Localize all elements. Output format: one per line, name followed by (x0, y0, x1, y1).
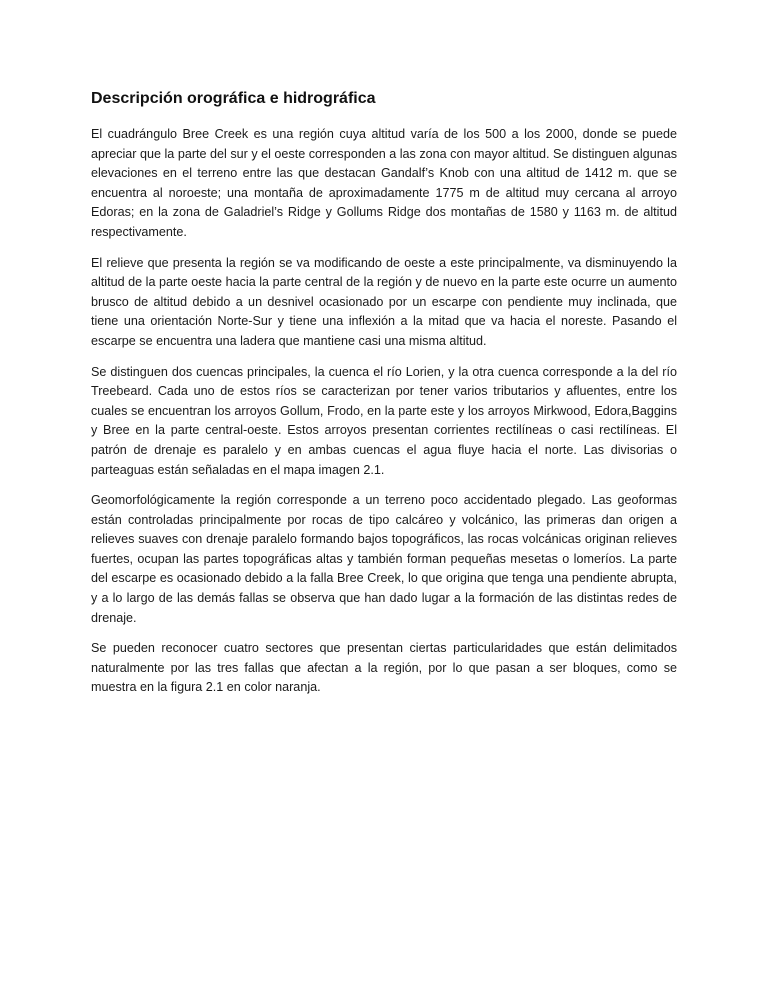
document-title: Descripción orográfica e hidrográfica (91, 90, 376, 107)
paragraph-sectors: Se pueden reconocer cuatro sectores que presentan ciertas particularidades que están delimitados naturalmente por las tres fallas que afectan a la región, por lo que pasan a ser bloques, como se muestra en la figura 2.1 en color naranja. (91, 641, 677, 695)
paragraph-altitude: El cuadrángulo Bree Creek es una región cuya altitud varía de los 500 a los 2000, donde se puede apreciar que la parte del sur y el oeste corresponden a las zona con mayor altitud. Se distinguen algunas elevaciones en el terreno entre las que destacan Gandalf’s Knob con una altitud de 1412 m. que se encuentra al noroeste; una montaña de aproximadamente 1775 m de altitud muy cercana al arroyo Edoras; en la zona de Galadriel’s Ridge y Gollums Ridge dos montañas de 1580 y 1163 m. de altitud respectivamente. (91, 127, 677, 239)
paragraph-basins: Se distinguen dos cuencas principales, la cuenca el río Lorien, y la otra cuenca corresponde a la del río Treebeard. Cada uno de estos ríos se caracterizan por tener varios tributarios y afluentes, entre los cuales se encuentran los arroyos Gollum, Frodo, en la parte este y los arroyos Mirkwood, Edora,Baggins y Bree en la parte central-oeste. Estos arroyos presentan corrientes rectilíneas o casi rectilíneas. El patrón de drenaje es paralelo y en ambas cuencas el agua fluye hacia el norte. Las divisorias o parteaguas están señaladas en el mapa imagen 2.1. (91, 364, 677, 477)
paragraph-geomorphology: Geomorfológicamente la región corresponde a un terreno poco accidentado plegado. Las geoformas están controladas principalmente por rocas de tipo calcáreo y volcánico, las primeras dan origen a relieves suaves con drenaje paralelo formando bajos topográficos, las rocas volcánicas originan relieves fuertes, ocupan las partes topográficas altas y también forman pequeñas mesetas o lomeríos. La parte del escarpe es ocasionado debido a la falla Bree Creek, lo que origina que tenga una pendiente abrupta, y a lo largo de las demás fallas se observa que han dado lugar a la formación de las distintas redes de drenaje. (91, 493, 677, 625)
document-body (91, 90, 677, 709)
paragraph-relief: El relieve que presenta la región se va modificando de oeste a este principalmente, va disminuyendo la altitud de la parte oeste hacia la parte central de la región y de nuevo en la parte este ocurre un aumento brusco de altitud debido a un desnivel ocasionado por un escarpe con pendiente muy inclinada, que tiene una orientación Norte-Sur y tiene una inflexión a la mitad que va hacia el noreste. Pasando el escarpe se encuentra una ladera que mantiene casi una misma altitud. (91, 255, 677, 348)
